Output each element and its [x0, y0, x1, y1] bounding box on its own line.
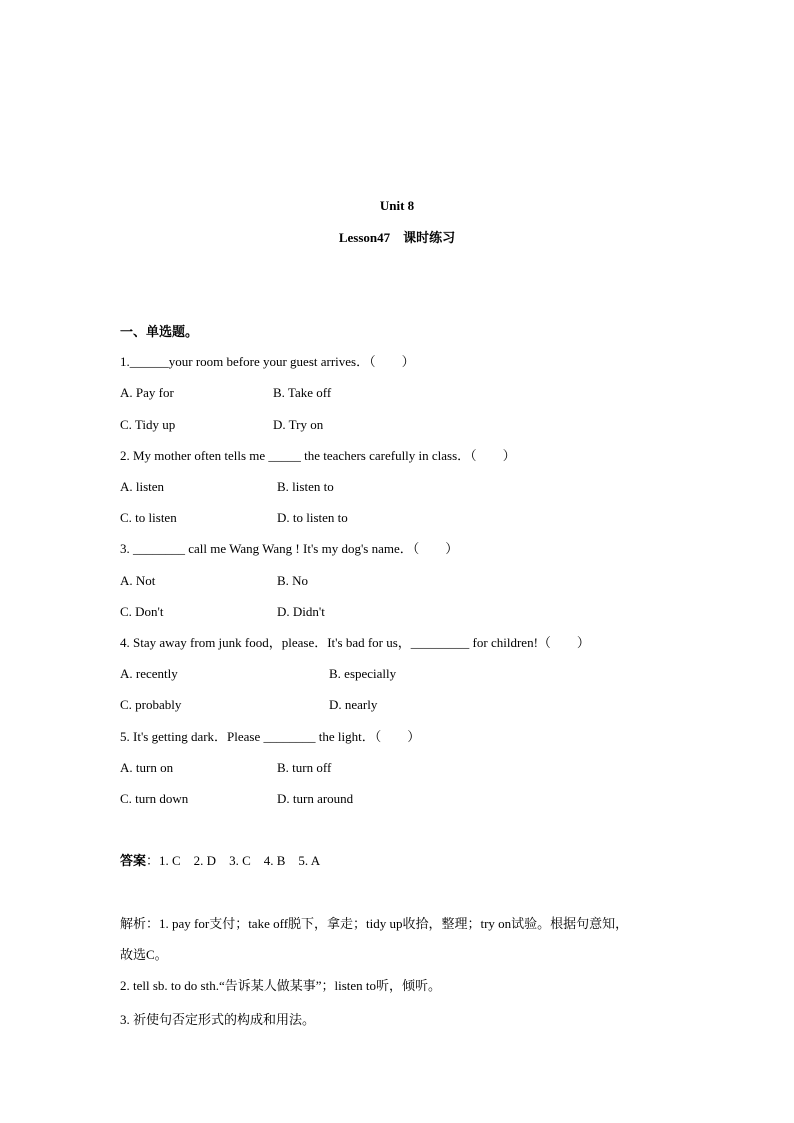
explanation-line-1 — [120, 916, 628, 932]
explanation-text-1: ：1. pay for支付；take off脱下，拿走；tidy up收拾，整理；try on试验。根据句意知， — [146, 916, 629, 931]
question-stem: 1.______your room before your guest arrives．（ ） — [120, 354, 415, 369]
question-stem: 2. My mother often tells me _____ the teachers carefully in class．（ ） — [120, 448, 516, 463]
option-c: C. turn down — [120, 791, 189, 806]
option-d: D. to listen to — [277, 510, 348, 525]
answers-label: 答案 — [120, 853, 147, 868]
option-b: B. Take off — [273, 385, 332, 400]
option-b: B. especially — [329, 666, 397, 681]
question-stem: 5. It's getting dark．Please ________ the light．（ ） — [120, 729, 421, 744]
explanation-line-2: 故选C。 — [120, 947, 168, 962]
unit-title: Unit 8 — [379, 198, 415, 213]
question-stem: 3. ________ call me Wang Wang ! It's my dog's name．（ ） — [120, 541, 459, 556]
explanation-line-4: 3. 祈使句否定形式的构成和用法。 — [120, 1012, 316, 1027]
option-d: D. nearly — [329, 697, 378, 712]
option-c: C. to listen — [120, 510, 177, 525]
option-d: D. turn around — [277, 791, 354, 806]
option-b: B. turn off — [277, 760, 332, 775]
question-stem: 4. Stay away from junk food，please．It's bad for us，_________ for children!（ ） — [120, 635, 590, 650]
explanation-label: 解析 — [120, 916, 147, 931]
lesson-title: Lesson47 课时练习 — [338, 230, 456, 245]
option-b: B. listen to — [277, 479, 334, 494]
section-title: 一、单选题。 — [120, 324, 199, 339]
option-a: A. recently — [120, 666, 178, 681]
option-a: A. Not — [120, 573, 156, 588]
option-c: C. probably — [120, 697, 182, 712]
answers-text: ：1. C 2. D 3. C 4. B 5. A — [146, 853, 321, 868]
option-d: D. Try on — [273, 417, 324, 432]
explanation-line-3: 2. tell sb. to do sth.“告诉某人做某事”；listen to听，倾听。 — [120, 978, 442, 993]
option-c: C. Tidy up — [120, 417, 176, 432]
option-c: C. Don't — [120, 604, 164, 619]
option-a: A. Pay for — [120, 385, 174, 400]
option-b: B. No — [277, 573, 309, 588]
option-a: A. turn on — [120, 760, 174, 775]
option-a: A. listen — [120, 479, 165, 494]
option-d: D. Didn't — [277, 604, 325, 619]
answers-line — [120, 853, 320, 869]
